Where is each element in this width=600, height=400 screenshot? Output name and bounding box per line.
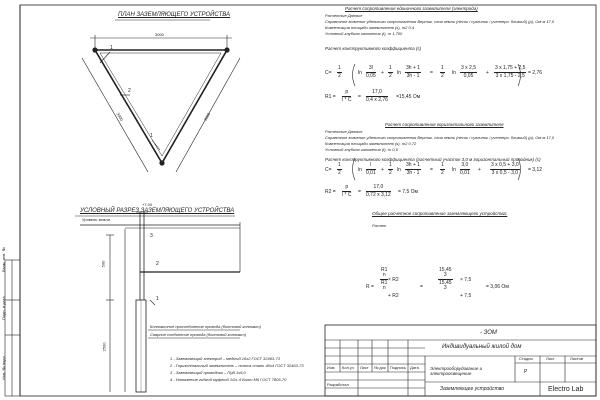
side-label-a: Взам. инв. № bbox=[1, 247, 6, 272]
c1-frac-c: $\frac{3h + 1}{3h - 1}$ bbox=[406, 65, 421, 79]
c2-frac-f: $\frac{3 x 0,5 + 3,0}{3 x 0,5 - 3,0}$ bbox=[491, 162, 519, 176]
section-label-2: 2 bbox=[156, 261, 159, 267]
section-dim-b: 2500 bbox=[101, 342, 107, 352]
c1-plus1: + bbox=[381, 70, 384, 76]
c2-result: = 3,12 bbox=[528, 167, 543, 173]
calc-coef2-title: Расчет конструктивного коэффициента (расчетный участок 3,0 м горизонтальный проводник) (c) bbox=[325, 157, 541, 162]
c2-frac-half: $\frac{1}{2}$ bbox=[338, 162, 341, 176]
plan-label-1b: 1 bbox=[150, 133, 153, 139]
total-symbol: R = bbox=[366, 284, 374, 290]
r1-frac-b: $\frac{17,0}{0,4 x 2,76}$ bbox=[366, 89, 388, 103]
c1-eq: = bbox=[430, 70, 433, 76]
calc-h-line3: Условный глубина заложения (t), m 0,5 bbox=[325, 147, 398, 152]
c1-ln1: ln bbox=[358, 70, 362, 76]
stamp-col-doc: № док bbox=[374, 365, 386, 370]
calc-coef-title: Расчет конструктивного коэффициента (c) bbox=[325, 46, 422, 51]
c1-frac-d: $\frac{1}{2}$ bbox=[441, 65, 444, 79]
c2-ln2: ln bbox=[397, 167, 401, 173]
side-label-b: Подп. и дата bbox=[1, 296, 6, 320]
stamp-stage-header: Стадия bbox=[519, 356, 533, 361]
c2-frac-d: $\frac{1}{2}$ bbox=[441, 162, 444, 176]
r1-frac-a: $\frac{p}{l * C}$ bbox=[342, 89, 352, 103]
c2-frac-c: $\frac{3h + 1}{3h - 1}$ bbox=[406, 162, 421, 176]
total-plus-b: + 7,5 bbox=[460, 293, 472, 299]
stamp-section: Электрооборудование и электроосвещение bbox=[430, 366, 483, 377]
stamp-code: - ЗОМ bbox=[480, 330, 497, 336]
stamp-col-list: Лист bbox=[360, 365, 369, 370]
section-ground: Уровень земли bbox=[82, 217, 110, 222]
section-label-3: 3 bbox=[150, 233, 153, 239]
legend-item-3: 3 - Заземляющий проводник – ПуВ 1х6,0 bbox=[170, 370, 246, 375]
calc-h-init: Расчетные Данные bbox=[325, 129, 363, 134]
stamp-col-kol: Кол.уч bbox=[342, 365, 354, 370]
legend-item-2: 2 - Горизонтальный заземлитель – полоса сталь 40х4 ГОСТ 32463-73 bbox=[170, 363, 304, 368]
calc-v-line3: Условный глубина заложения (t), m 1,750 bbox=[325, 31, 403, 36]
c1-result: = 2,76 bbox=[528, 70, 543, 76]
c1-frac-b: $\frac{1}{2}$ bbox=[389, 65, 392, 79]
calc-vertical-title: Расчет сопротивления единичного заземлителя (электрода) bbox=[345, 6, 478, 11]
plan-dim-left: 3000 bbox=[115, 111, 125, 122]
calc-v-line1: Справочное значение удельного сопротивления Вертик. слоя земли (песок / суглинок / ученнеро. близкий) (р), Ом·м 17,0 bbox=[325, 19, 555, 24]
stamp-project: Индивидуальный жилой дом bbox=[442, 344, 522, 350]
c1-frac-half: $\frac{1}{2}$ bbox=[338, 65, 341, 79]
section-note-2: Сварное соединение провода (болтовой контакт) bbox=[150, 332, 247, 337]
stamp-col-date: Дата bbox=[410, 365, 419, 370]
r1-label: R1 = bbox=[325, 94, 336, 100]
calc-h-line2: Компенсация площади заземлителя (s), m2 0,72 bbox=[325, 141, 417, 146]
c2-ln3: ln bbox=[452, 167, 456, 173]
legend-item-1: 1 - Заземляющий электрод – медный 16х2 ГОСТ 32463-73 bbox=[170, 356, 280, 361]
c2-frac-a: $\frac{l}{0,01}$ bbox=[366, 162, 376, 176]
calc-total-title: Общее расчетное сопротивление заземляющего устройства: bbox=[372, 211, 508, 216]
stamp-col-izm: Изм bbox=[327, 365, 335, 370]
r1-eq: = bbox=[358, 94, 361, 100]
section-title: УСЛОВНЫЙ РАЗРЕЗ ЗАЗЕМЛЯЮЩЕГО УСТРОЙСТВА bbox=[80, 208, 235, 214]
calc-v-line2: Компенсация площади заземлителя (s), m2 0,4 bbox=[325, 25, 415, 30]
c1-frac-f: $\frac{3 x 1,75 + 2,5}{3 x 1,75 - 2,5}$ bbox=[495, 65, 526, 79]
c1-symbol: C= bbox=[325, 70, 332, 76]
plan-title: ПЛАН ЗАЗЕМЛЯЮЩЕГО УСТРОЙСТВА bbox=[118, 12, 231, 18]
r2-frac-b: $\frac{17,0}{0,72 x 3,12}$ bbox=[366, 184, 391, 198]
total-times: × R2 bbox=[388, 277, 399, 283]
plan-label-2: 2 bbox=[128, 88, 131, 94]
stamp-sheet-header: Лист bbox=[546, 356, 555, 361]
r2-result: = 7,5 Ом bbox=[398, 189, 418, 195]
section-note-1: Контактное присоединение провода (болтовой контакт) bbox=[150, 324, 261, 329]
c2-frac-b: $\frac{1}{2}$ bbox=[389, 162, 392, 176]
calc-horizontal-title: Расчет сопротивления горизонтального заземлителя bbox=[385, 122, 504, 127]
c2-ln1: ln bbox=[358, 167, 362, 173]
plan-dim-right: 3000 bbox=[202, 111, 212, 122]
c2-plus2: + bbox=[478, 167, 481, 173]
stamp-company: Electro Lab bbox=[548, 386, 584, 393]
total-frac-a: R1 n R1 n bbox=[381, 267, 388, 291]
c2-eq: = bbox=[430, 167, 433, 173]
total-times-b: × 7,5 bbox=[460, 277, 472, 283]
c1-frac-e: $\frac{3 x 2,5}{0,05}$ bbox=[461, 65, 477, 79]
calc-init: Расчетные Данные bbox=[325, 13, 363, 18]
c2-frac-e: $\frac{3,0}{0,01}$ bbox=[460, 162, 470, 176]
section-label-1: 1 bbox=[156, 296, 159, 302]
calc-total-sub: Расчет bbox=[372, 223, 387, 228]
stamp-doc-title: Заземляющее устройство bbox=[440, 386, 505, 392]
plan-label-1: 1 bbox=[110, 45, 113, 51]
total-plus: + R2 bbox=[388, 293, 399, 299]
c2-symbol: C= bbox=[325, 167, 332, 173]
total-result: = 3,06 Ом bbox=[486, 284, 509, 290]
c2-plus1: + bbox=[381, 167, 384, 173]
section-dim-a: 500 bbox=[100, 260, 106, 268]
r1-result: =15,45 Ом bbox=[396, 94, 421, 100]
r2-frac-a: $\frac{p}{l * C}$ bbox=[342, 184, 352, 198]
legend-item-4: 4 - Натяжение гибкой муфтой 1/2х-4 Болт М6 ГОСТ 7805-70 bbox=[170, 377, 287, 382]
stamp-sheets-header: Листов bbox=[570, 356, 583, 361]
r2-eq: = bbox=[358, 189, 361, 195]
side-label-c: Инв. № подл. bbox=[1, 355, 6, 380]
c1-plus2: + bbox=[486, 70, 489, 76]
c1-ln3: ln bbox=[452, 70, 456, 76]
c1-ln2: ln bbox=[397, 70, 401, 76]
r2-label: R2 = bbox=[325, 189, 336, 195]
section-elev: +7.00 bbox=[142, 202, 153, 207]
stamp-stage: Р bbox=[524, 369, 528, 375]
stamp-col-sign: Подпись bbox=[390, 365, 406, 370]
total-frac-b: 15,45 3 15,45 3 bbox=[439, 267, 452, 291]
total-eq: = bbox=[420, 284, 423, 290]
plan-dim-top: 3000 bbox=[155, 32, 164, 37]
calc-h-line1: Справочное значение удельного сопротивления Вертик. слоя земли (песок / суглинок / ученнеро. близкий) (р), Ом·м 17,0 bbox=[325, 135, 555, 140]
stamp-developer: Разработал bbox=[327, 382, 349, 387]
c1-frac-a: $\frac{3l}{0,05}$ bbox=[366, 65, 376, 79]
